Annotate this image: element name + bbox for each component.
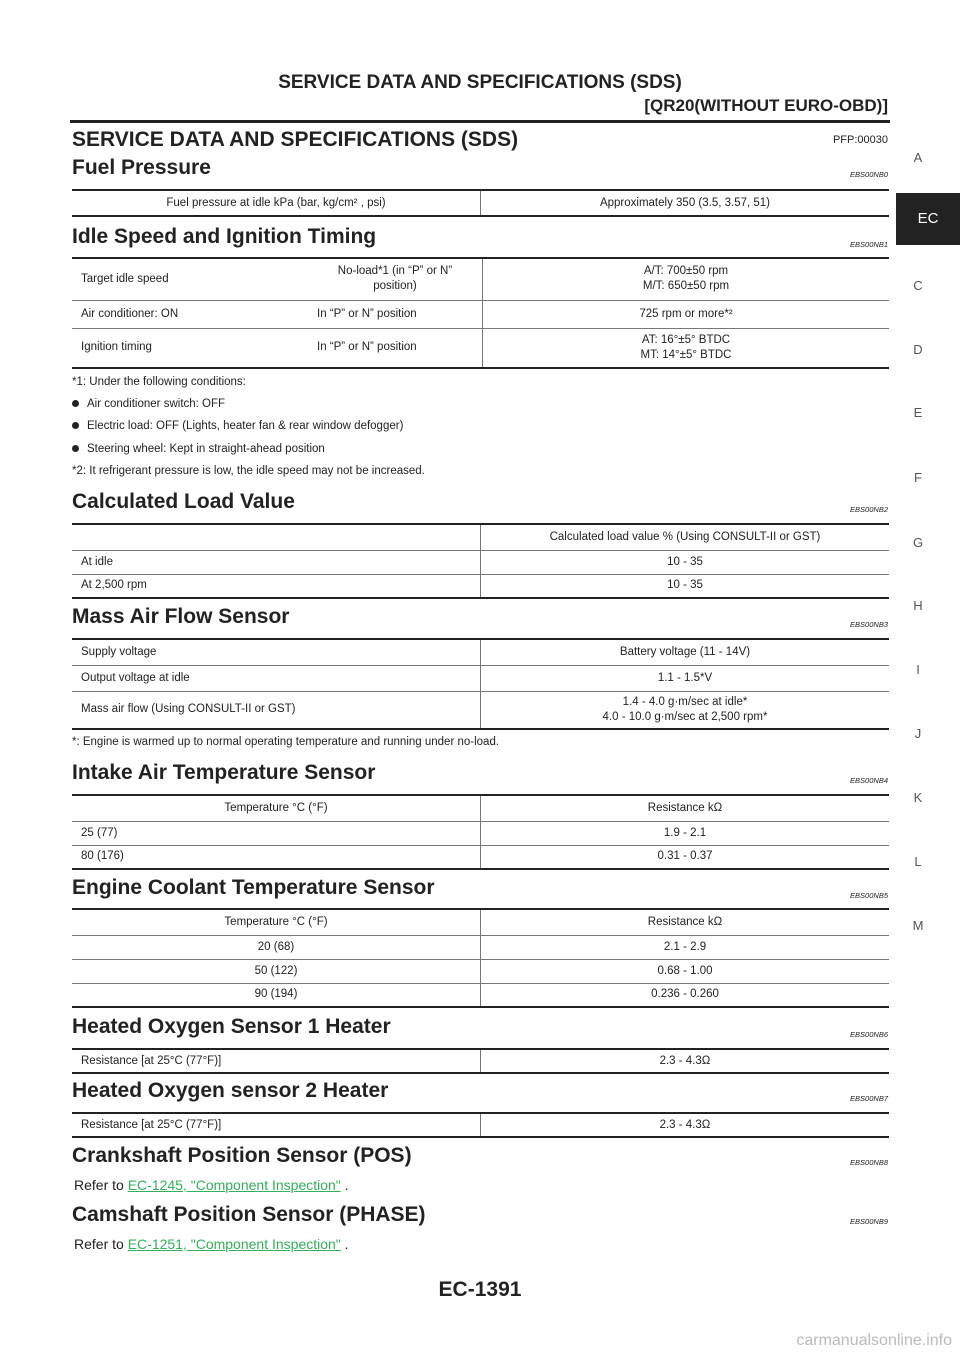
reference-suffix: . bbox=[340, 1177, 349, 1193]
reference-prefix: Refer to bbox=[74, 1236, 128, 1252]
table-cell: Ignition timing bbox=[72, 328, 308, 368]
tab-f[interactable]: F bbox=[914, 470, 922, 485]
section-code: EBS00NB6 bbox=[850, 1030, 888, 1039]
tab-j[interactable]: J bbox=[914, 726, 922, 741]
table-cell: Target idle speed bbox=[81, 272, 169, 285]
fuel-pressure-table bbox=[72, 189, 889, 217]
tab-k[interactable]: K bbox=[913, 790, 923, 805]
table-cell: At 2,500 rpm bbox=[72, 574, 481, 598]
section-title-ckp: Crankshaft Position Sensor (POS) bbox=[72, 1144, 412, 1167]
section-title-cmp: Camshaft Position Sensor (PHASE) bbox=[72, 1203, 426, 1226]
tab-i[interactable]: I bbox=[916, 662, 920, 677]
tab-l[interactable]: L bbox=[914, 854, 922, 869]
tab-a[interactable]: A bbox=[913, 150, 923, 165]
section-title-idle: Idle Speed and Ignition Timing bbox=[72, 225, 377, 248]
table-cell: 10 - 35 bbox=[481, 550, 890, 574]
main-title: SERVICE DATA AND SPECIFICATIONS (SDS) bbox=[72, 128, 519, 151]
table-cell bbox=[483, 328, 890, 368]
table-cell: Resistance kΩ bbox=[481, 909, 890, 935]
table-cell: 2.3 - 4.3Ω bbox=[481, 1113, 890, 1137]
table-cell: Calculated load value % (Using CONSULT-II or GST) bbox=[481, 524, 890, 550]
page-number: EC-1391 bbox=[438, 1278, 522, 1301]
table-cell bbox=[483, 258, 890, 300]
bullet-item bbox=[72, 443, 325, 455]
reference-link-ec1251[interactable]: EC-1251, "Component Inspection" bbox=[127, 1236, 341, 1252]
cell-line: M/T: 650±50 rpm bbox=[642, 280, 730, 293]
table-cell: 1.9 - 2.1 bbox=[481, 821, 890, 845]
table-cell: Fuel pressure at idle kPa (bar, kg/cm² , psi) bbox=[166, 196, 386, 209]
maf-table bbox=[72, 638, 889, 730]
table-cell: Mass air flow (Using CONSULT-II or GST) bbox=[72, 691, 481, 729]
section-code: EBS00NB8 bbox=[850, 1158, 888, 1167]
table-cell: In “P” or N” position bbox=[308, 328, 483, 368]
table-cell: Resistance [at 25°C (77°F)] bbox=[81, 1054, 222, 1067]
cell-line: A/T: 700±50 rpm bbox=[643, 265, 729, 278]
header-divider bbox=[70, 120, 890, 123]
table-cell: Temperature °C (°F) bbox=[224, 915, 328, 928]
cell-line: 4.0 - 10.0 g·m/sec at 2,500 rpm* bbox=[602, 710, 768, 723]
tab-c[interactable]: C bbox=[913, 278, 923, 293]
table-cell: 0.236 - 0.260 bbox=[481, 983, 890, 1007]
load-table bbox=[72, 523, 889, 599]
bullet-item bbox=[72, 420, 403, 432]
ho2s1-table bbox=[72, 1048, 889, 1074]
table-cell: 20 (68) bbox=[72, 935, 481, 959]
table-cell: Temperature °C (°F) bbox=[224, 801, 328, 814]
table-cell: 2.1 - 2.9 bbox=[481, 935, 890, 959]
table-cell: In “P” or N” position bbox=[308, 300, 483, 328]
tab-d[interactable]: D bbox=[913, 342, 923, 357]
tab-m[interactable]: M bbox=[912, 918, 924, 933]
table-cell bbox=[481, 691, 890, 729]
section-code: EBS00NB3 bbox=[850, 620, 888, 629]
reference-prefix: Refer to bbox=[74, 1177, 128, 1193]
section-title-iat: Intake Air Temperature Sensor bbox=[72, 761, 376, 784]
section-code: EBS00NB2 bbox=[850, 505, 888, 514]
table-cell bbox=[72, 524, 481, 550]
bullet-icon bbox=[72, 422, 79, 429]
table-cell: 0.68 - 1.00 bbox=[481, 959, 890, 983]
section-title-ho2s1: Heated Oxygen Sensor 1 Heater bbox=[72, 1015, 391, 1038]
bullet-icon bbox=[72, 400, 79, 407]
table-cell: 0.31 - 0.37 bbox=[481, 845, 890, 869]
table-cell: 2.3 - 4.3Ω bbox=[481, 1049, 890, 1073]
footnote: *2: It refrigerant pressure is low, the idle speed may not be increased. bbox=[72, 465, 425, 477]
bullet-text: Electric load: OFF (Lights, heater fan & rear window defogger) bbox=[87, 420, 404, 432]
table-cell: Output voltage at idle bbox=[72, 665, 481, 691]
reference-suffix: . bbox=[340, 1236, 349, 1252]
bullet-item bbox=[72, 398, 225, 410]
page-header-subtitle: [QR20(WITHOUT EURO-OBD)] bbox=[644, 96, 888, 115]
bullet-text: Air conditioner switch: OFF bbox=[87, 398, 226, 410]
cell-line: 1.4 - 4.0 g·m/sec at idle* bbox=[622, 695, 748, 708]
idle-table bbox=[72, 257, 889, 369]
section-title-load: Calculated Load Value bbox=[72, 490, 295, 513]
section-code: EBS00NB7 bbox=[850, 1094, 888, 1103]
ect-table bbox=[72, 908, 889, 1008]
table-cell: 1.1 - 1.5*V bbox=[481, 665, 890, 691]
tab-g[interactable]: G bbox=[912, 535, 924, 550]
section-code: EBS00NB5 bbox=[850, 891, 888, 900]
table-cell: Supply voltage bbox=[81, 645, 157, 658]
tab-e[interactable]: E bbox=[913, 405, 923, 420]
section-title-fuel-pressure: Fuel Pressure bbox=[72, 156, 211, 179]
table-cell: 50 (122) bbox=[72, 959, 481, 983]
bullet-icon bbox=[72, 445, 79, 452]
table-cell: 725 rpm or more*² bbox=[483, 300, 890, 328]
tab-h[interactable]: H bbox=[913, 598, 923, 613]
table-cell: 80 (176) bbox=[72, 845, 481, 869]
table-cell: 10 - 35 bbox=[481, 574, 890, 598]
section-code: EBS00NB4 bbox=[850, 776, 888, 785]
ho2s2-table bbox=[72, 1112, 889, 1138]
tab-ec-active[interactable]: EC bbox=[896, 193, 960, 245]
table-cell: Resistance [at 25°C (77°F)] bbox=[81, 1118, 222, 1131]
watermark: carmanualsonline.info bbox=[796, 1332, 952, 1349]
table-cell: Battery voltage (11 - 14V) bbox=[481, 639, 890, 665]
section-code: EBS00NB1 bbox=[850, 240, 888, 249]
table-cell: At idle bbox=[72, 550, 481, 574]
table-cell: Resistance kΩ bbox=[481, 795, 890, 821]
footnote: *: Engine is warmed up to normal operating temperature and running under no-load. bbox=[72, 736, 500, 748]
page-header-title: SERVICE DATA AND SPECIFICATIONS (SDS) bbox=[278, 72, 682, 93]
table-cell: 90 (194) bbox=[72, 983, 481, 1007]
bullet-text: Steering wheel: Kept in straight-ahead position bbox=[87, 443, 325, 455]
table-cell: Approximately 350 (3.5, 3.57, 51) bbox=[481, 190, 890, 216]
cell-line: MT: 14°±5° BTDC bbox=[640, 348, 732, 361]
section-code: EBS00NB9 bbox=[850, 1217, 888, 1226]
reference-line bbox=[74, 1236, 349, 1252]
table-cell: Air conditioner: ON bbox=[72, 300, 308, 328]
table-cell: No-load*1 (in “P” or N” position) bbox=[337, 265, 453, 293]
iat-table bbox=[72, 794, 889, 870]
reference-link-ec1245[interactable]: EC-1245, "Component Inspection" bbox=[127, 1177, 341, 1193]
section-code: EBS00NB0 bbox=[850, 170, 888, 179]
pfp-code: PFP:00030 bbox=[832, 134, 888, 146]
cell-line: AT: 16°±5° BTDC bbox=[641, 333, 731, 346]
section-title-maf: Mass Air Flow Sensor bbox=[72, 605, 290, 628]
table-cell: 25 (77) bbox=[72, 821, 481, 845]
footnote: *1: Under the following conditions: bbox=[72, 376, 246, 388]
section-title-ho2s2: Heated Oxygen sensor 2 Heater bbox=[72, 1079, 389, 1102]
section-title-ect: Engine Coolant Temperature Sensor bbox=[72, 876, 435, 899]
reference-line bbox=[74, 1177, 349, 1193]
